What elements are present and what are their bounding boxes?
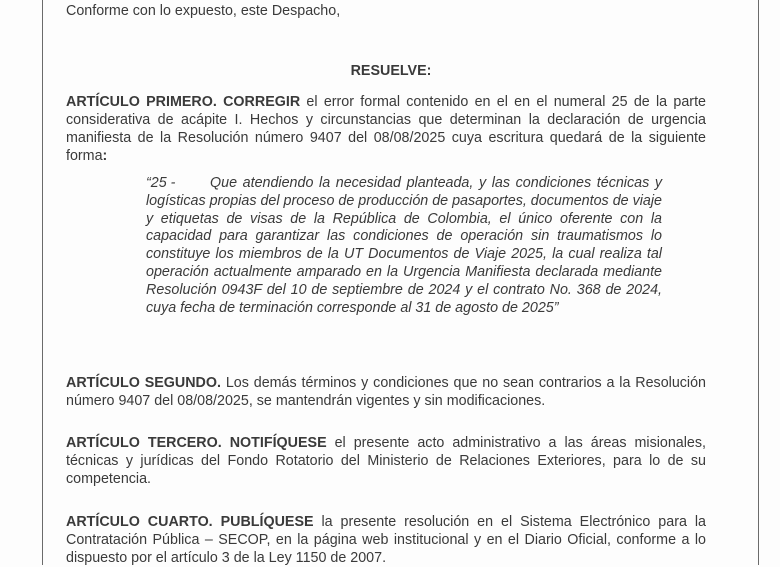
article-primero-text: el error formal contenido en el en el numeral 25 de la parte considerativa de acápite I. Hechos y circunstancias que determinan la declaración de urgencia manifiesta de la Resolución número 9407 del 08/08/2025 cuya escritura quedará de la siguiente forma bbox=[66, 94, 706, 164]
article-tercero-lead: ARTÍCULO TERCERO. NOTIFÍQUESE bbox=[66, 435, 327, 451]
quote-text: Que atendiendo la necesidad planteada, y las condiciones técnicas y logísticas propias del proceso de producción de pasaportes, documentos de viaje y etiquetas de visas de la República de Colombia, el único oferente con la capacidad para garantizar las condiciones de operación sin traumatismos lo constituye los miembros de la UT Documentos de Viaje 2025, la cual realiza tal operación actualmente amparado en la Urgencia Manifiesta declarada mediante Resolución 0943F del 10 de septiembre de 2024 y el contrato No. 368 de 2024, cuya fecha de terminación corresponde al 31 de agosto de 2025” bbox=[146, 175, 662, 316]
quote-number: “25 - bbox=[146, 175, 176, 191]
page-border-right bbox=[758, 0, 759, 565]
article-segundo-lead: ARTÍCULO SEGUNDO. bbox=[66, 375, 221, 391]
article-segundo-text: Los demás términos y condiciones que no sean contrarios a la Resolución número 9407 del 08/08/2025, se mantendrán vigentes y sin modificaciones. bbox=[66, 375, 706, 409]
intro-line: Conforme con lo expuesto, este Despacho, bbox=[66, 3, 341, 19]
quoted-numeral-25 bbox=[146, 175, 662, 317]
article-tercero bbox=[66, 434, 706, 488]
article-primero-colon: : bbox=[102, 148, 108, 164]
article-cuarto bbox=[66, 513, 706, 567]
article-cuarto-text: la presente resolución en el Sistema Electrónico para la Contratación Pública – SECOP, en la página web institucional y en el Diario Oficial, conforme a lo dispuesto por el artículo 3 de la Ley 1150 de 2007. bbox=[66, 514, 706, 566]
article-primero-lead: ARTÍCULO PRIMERO. CORREGIR bbox=[66, 94, 301, 110]
article-segundo bbox=[66, 374, 706, 410]
article-tercero-text: el presente acto administrativo a las áreas misionales, técnicas y jurídicas del Fondo Rotatorio del Ministerio de Relaciones Exteriores, para lo de su competencia. bbox=[66, 435, 707, 487]
resuelve-heading: RESUELVE: bbox=[350, 63, 432, 79]
document-page bbox=[66, 0, 716, 565]
article-primero bbox=[66, 93, 706, 165]
article-cuarto-lead: ARTÍCULO CUARTO. PUBLÍQUESE bbox=[66, 514, 314, 530]
page-border-left bbox=[42, 0, 43, 565]
